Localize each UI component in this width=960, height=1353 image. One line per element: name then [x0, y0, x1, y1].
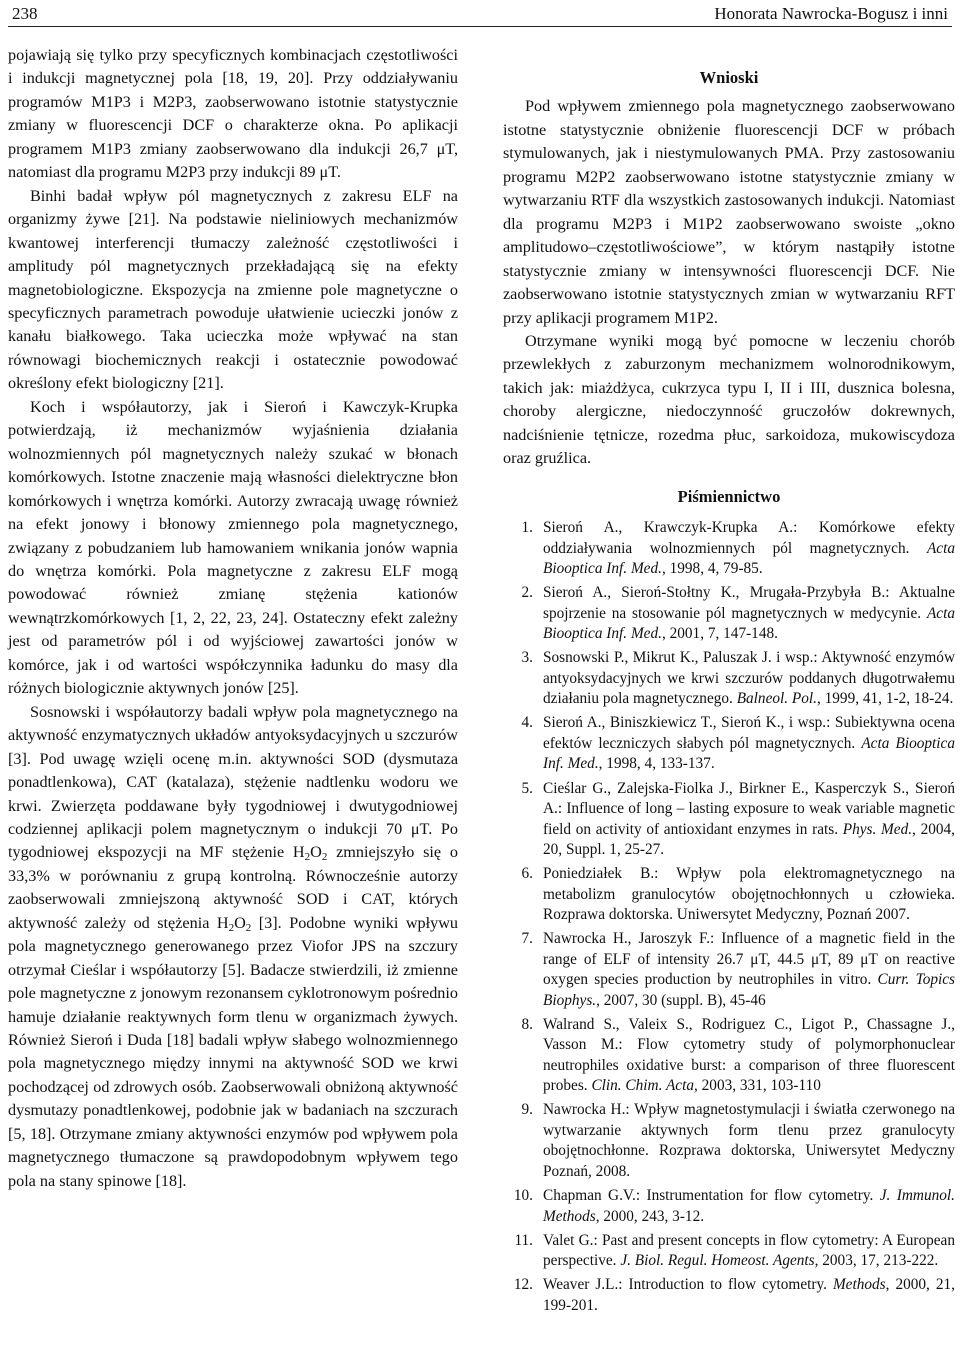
reference-number: 1.	[521, 519, 533, 537]
reference-details: , 1999, 41, 1-2, 18-24.	[816, 690, 954, 708]
reference-text: Nawrocka H., Jaroszyk F.: Influence of a magnetic field in the range of ELF of intensity 26.7 μT, 44.5 μT, 89 μT on reactive oxygen species production by neutrophiles in vitro.	[543, 930, 955, 989]
paragraph: Pod wpływem zmiennego pola magnetycznego zaobserwowano istotne statystycznie obniżenie fluorescencji DCF w próbach stymulowanych, jak i niestymulowanych PMA. Przy zastosowaniu programu M2P2 zaobserwowano istotne statystycznie zmiany w wytwarzaniu RTF dla wszystkich zastosowanych indukcji. Natomiast dla programu M2P3 i M1P2 zaobserwowano swoiste „okno amplitudowo–częstotliwościowe”, w którym nastąpiły istotne statystycznie zmiany w intensywności fluorescencji DCF. Nie zaobserwowano istotnie statystycznych zmian w wytwarzaniu RFT przy aplikacji programem M1P2.	[503, 97, 955, 327]
reference-journal: Acta Biooptica Inf. Med.	[543, 604, 955, 643]
reference-number: 12.	[513, 1276, 533, 1294]
reference-text: Valet G.: Past and present concepts in flow cytometry: A European perspective.	[543, 1231, 955, 1270]
subscript: 2	[245, 921, 252, 934]
reference-item	[503, 864, 955, 926]
paragraph: Otrzymane wyniki mogą być pomocne w leczeniu chorób przewlekłych z zaburzonym mechanizmem wolnorodnikowym, takich jak: miażdżyca, cukrzyca typu I, II i III, dusznica bolesna, choroby alergiczne, niedoczynność gruczołów dokrewnych, nadciśnienie tętnicze, rozedma płuc, sarkoidoza, mukowiscydoza oraz gruźlica.	[503, 331, 955, 468]
reference-details: , 2003, 331, 103-110	[694, 1077, 821, 1095]
page-number: 238	[12, 4, 38, 23]
running-title: Honorata Nawrocka-Bogusz i inni	[714, 4, 948, 23]
conclusions-heading: Wnioski	[699, 68, 759, 87]
reference-item	[503, 713, 955, 775]
references-heading: Piśmiennictwo	[677, 486, 781, 506]
reference-text: Sieroń A., Sieroń-Stołtny K., Mrugała-Przybyła B.: Aktualne spojrzenie na stosowanie pól magnetycznych w medycynie.	[543, 584, 955, 622]
text-run: [3]. Podobne wyniki wpływu pola magnetycznego generowanego przez Viofor JPS na szczury otrzymał Cieślar i współautorzy [5]. Badacze stwierdzili, iż zmienne pole magnetyczne z jonowym rezonansem cyklotronowym pośrednio hamuje działanie reaktywnych form tlenu w organizmach żywych. Również Sieroń i Duda [18] badali wpływ słabego wolnozmiennego pola magnetycznego między innymi na aktywność SOD we krwi pochodzącej od zdrowych osób. Zaobserwowali obniżoną aktywność dysmutazy ponadtlenkowej, podobnie jak w badaniach na szczurach [5, 18]. Otrzymane zmiany aktywności enzymów pod wpływem pola magnetycznego tłumaczone są prawdopodobnym wpływem tego pola na stany spinowe [18].	[8, 913, 458, 1190]
reference-item	[503, 1100, 955, 1182]
reference-details: , 1998, 4, 79-85.	[661, 560, 763, 578]
subscript: 2	[321, 851, 328, 864]
reference-details: , 2000, 243, 3-12.	[595, 1207, 705, 1225]
running-header	[8, 2, 952, 27]
subscript: 2	[304, 851, 311, 864]
reference-journal: J. Biol. Regul. Homeost. Agents	[620, 1252, 815, 1270]
reference-journal: Clin. Chim. Acta	[591, 1077, 694, 1095]
reference-number: 6.	[521, 865, 533, 883]
reference-text: Poniedziałek B.: Wpływ pola elektromagnetycznego na metabolizm granulocytów obojętnochłonnych u człowieka. Rozprawa doktorska. Uniwersytet Medyczny, Poznań 2007.	[543, 865, 955, 924]
reference-list	[503, 518, 955, 1316]
reference-details: , 1998, 4, 133-137.	[598, 755, 715, 773]
reference-details: , 2003, 17, 213-222.	[814, 1252, 939, 1270]
reference-text: Weaver J.L.: Introduction to flow cytometry.	[543, 1276, 833, 1294]
reference-number: 3.	[521, 649, 533, 667]
reference-number: 2.	[521, 584, 533, 602]
reference-number: 8.	[521, 1015, 533, 1033]
reference-item	[503, 648, 955, 710]
text-run: O	[234, 913, 246, 932]
reference-item	[503, 583, 955, 645]
reference-text: Cieślar G., Zalejska-Fiolka J., Birkner E., Kasperczyk S., Sieroń A.: Influence of long – lasting exposure to weak variable magnetic field on activity of antioxidant enzymes in rats.	[543, 779, 955, 838]
left-column	[8, 44, 458, 1193]
reference-journal: Phys. Med.	[842, 820, 913, 838]
reference-number: 11.	[514, 1231, 533, 1249]
paragraph	[8, 701, 458, 1194]
reference-number: 9.	[521, 1101, 533, 1119]
reference-text: Sieroń A., Biniszkiewicz T., Sieroń K., i wsp.: Subiektywna ocena efektów leczniczych słabych pól magnetycznych.	[543, 714, 955, 752]
reference-text: Walrand S., Valeix S., Rodriguez C., Ligot P., Chassagne J., Vasson M.: Flow cytometry study of polymorphonuclear neutrophiles oxidative burst: a comparison of three fluorescent probes.	[543, 1015, 955, 1095]
reference-journal: Balneol. Pol.	[736, 690, 817, 708]
reference-item	[503, 1015, 955, 1097]
text-run: Sosnowski i współautorzy badali wpływ pola magnetycznego na aktywność enzymatycznych układów antyoksydacyjnych u szczurów [3]. Pod uwagę wzięli ocenę m.in. aktywności SOD (dysmutaza ponadtlenkowa), CAT (katalaza), stężenie nadtlenku wodoru we krwi. Zwierzęta poddawane były tygodniowej i dwutygodniowej codziennej aplikacji polem magnetycznym o indukcji 70 μT. Po tygodniowej ekspozycji na MF stężenie H	[8, 702, 458, 862]
reference-details: , 2004, 20, Suppl. 1, 25-27.	[543, 820, 955, 859]
reference-details: , 2007, 30 (suppl. B), 45-46	[596, 991, 766, 1009]
reference-item	[503, 1186, 955, 1227]
reference-number: 5.	[521, 779, 533, 797]
reference-item	[503, 1231, 955, 1272]
reference-journal: Methods	[832, 1276, 886, 1294]
right-column	[503, 44, 955, 1320]
reference-journal: Acta Biooptica Inf. Med.	[543, 734, 955, 773]
reference-details: , 2000, 21, 199-201.	[543, 1276, 955, 1314]
reference-text: Sosnowski P., Mikrut K., Paluszak J. i wsp.: Aktywność enzymów antyoksydacyjnych we krwi szczurów poddanych długotrwałemu działaniu pola magnetycznego.	[543, 649, 955, 708]
paragraph: Koch i współautorzy, jak i Sieroń i Kawczyk-Krupka potwierdzają, iż mechanizmów wyjaśnienia działania wolnozmiennych pól magnetycznych należy szukać w błonach komórkowych. Istotne znaczenie mają własności dielektryczne błon komórkowych i wnętrza komórki. Autorzy zwracają uwagę również na efekt jonowy i błonowy zmiennego pola magnetycznego, związany z pobudzaniem lub hamowaniem wnikania jonów wapnia do wnętrza komórki. Pola magnetyczne z zakresu ELF mogą powodować również zmianę stężenia kationów wewnątrzkomórkowych [1, 2, 22, 23, 24]. Ostateczny efekt zależny jest od parametrów pól i od wyjściowej zawartości jonów w komórce, jak i od wartości współczynnika ładunku do masy dla różnych biologicznie aktywnych jonów [25].	[8, 397, 458, 698]
reference-item	[503, 779, 955, 861]
reference-journal: Curr. Topics Biophys.	[543, 971, 955, 1009]
text-run: zmniejszyło się o 33,3% w porównaniu z grupą kontrolną. Równocześnie autorzy zaobserwowali zmniejszoną aktywność SOD i CAT, których aktywność zależy od stężenia H	[8, 843, 459, 932]
reference-journal: Acta Biooptica Inf. Med.	[543, 539, 955, 578]
reference-number: 4.	[521, 714, 533, 732]
paragraph: Binhi badał wpływ pól magnetycznych z zakresu ELF na organizmy żywe [21]. Na podstawie nieliniowych mechanizmów kwantowej interferencji tłumaczy zależność częstotliwości i amplitudy pól magnetycznych przekładającą się na efekty magnetobiologiczne. Ekspozycja na zmienne pole magnetyczne o specyficznych parametrach powoduje ułatwienie ucieczki jonów z kanału białkowego. Taka ucieczka może wpływać na stan równowagi biochemicznych reakcji i ostatecznie powodować określony efekt biologiczny [21].	[8, 186, 458, 393]
reference-text: Sieroń A., Krawczyk-Krupka A.: Komórkowe efekty oddziaływania wolnozmiennych pól magnetycznych.	[543, 519, 955, 557]
reference-details: , 2001, 7, 147-148.	[661, 625, 778, 643]
reference-item	[503, 929, 955, 1011]
reference-text: Chapman G.V.: Instrumentation for flow cytometry.	[543, 1187, 880, 1204]
reference-number: 7.	[521, 930, 533, 948]
reference-item	[503, 1275, 955, 1316]
reference-item	[503, 518, 955, 580]
reference-journal: J. Immunol. Methods	[543, 1187, 955, 1225]
paragraph: pojawiają się tylko przy specyficznych kombinacjach częstotliwości i indukcji magnetycznej pola [18, 19, 20]. Przy oddziaływaniu programów M1P3 i M2P3, zaobserwowano istotnie statystycznie zmiany w fluorescencji DCF o charakterze okna. Po aplikacji programem M1P3 zmiany zaobserwowano dla indukcji 26,7 μT, natomiast dla programu M2P3 przy indukcji 89 μT.	[8, 46, 458, 182]
reference-number: 10.	[513, 1187, 533, 1204]
reference-text: Nawrocka H.: Wpływ magnetostymulacji i światła czerwonego na wytwarzanie aktywnych form tlenu przez granulocyty obojętnochłonne. Rozprawa doktorska, Uniwersytet Medyczny Poznań, 2008.	[543, 1101, 955, 1180]
subscript: 2	[228, 921, 235, 934]
text-run: O	[310, 843, 322, 862]
